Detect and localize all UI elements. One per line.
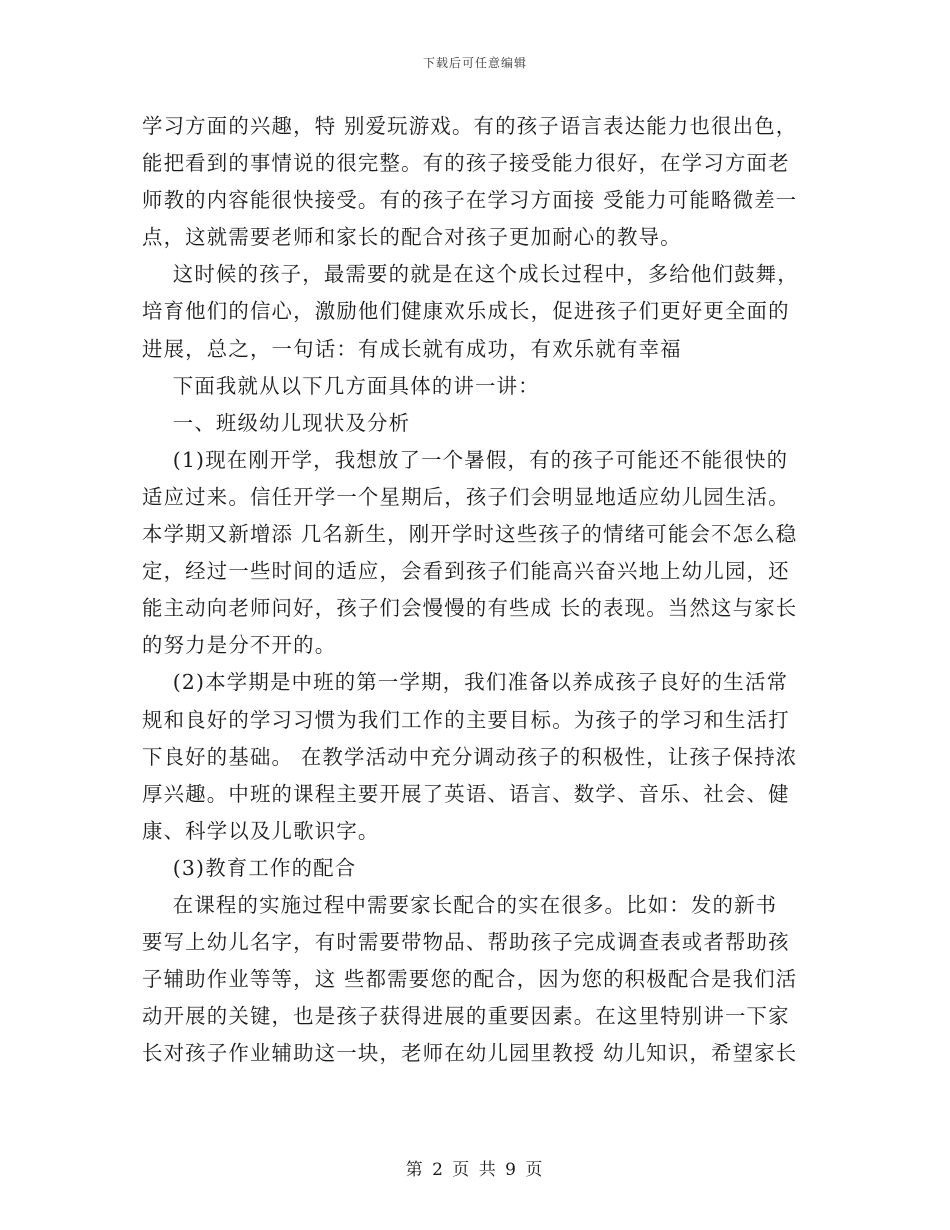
document-body (142, 108, 812, 1072)
text-line: 的努力是分不开的。 (142, 633, 337, 658)
page-number: 第 2 页 共 9 页 (405, 1160, 545, 1180)
text-line: 康、科学以及儿歌识字。 (142, 818, 380, 843)
text-line: 学习方面的兴趣，特 别爱玩游戏。有的孩子语言表达能力也很出色， (142, 114, 798, 138)
text-line: 下良好的基础。 在教学活动中充分调动孩子的积极性，让孩子保持浓 (142, 744, 798, 769)
text-line: 点，这就需要老师和家长的配合对孩子更加耐心的教导。 (142, 225, 682, 250)
text-line: 动开展的关键，也是孩子获得进展的重要因素。在这里特别讲一下家 (142, 1004, 790, 1029)
text-line: 适应过来。信任开学一个星期后，孩子们会明显地适应幼儿园生活。 (142, 484, 790, 509)
text-line: 培育他们的信心，激励他们健康欢乐成长，促进孩子们更好更全面的 (142, 299, 790, 324)
text-line: 下面我就从以下几方面具体的讲一讲： (142, 373, 540, 398)
text-line: (1)现在刚开学，我想放了一个暑假，有的孩子可能还不能很快的 (142, 447, 789, 472)
subsection-heading: (3)教育工作的配合 (142, 855, 357, 880)
text-line: 这时候的孩子，最需要的就是在这个成长过程中，多给他们鼓舞， (142, 262, 799, 287)
text-line: 能把看到的事情说的很完整。有的孩子接受能力很好，在学习方面老 (142, 151, 790, 176)
text-line: 本学期又新增添 几名新生，刚开学时这些孩子的情绪可能会不怎么稳 (142, 522, 798, 547)
text-line: 子辅助作业等等，这 些都需要您的配合，因为您的积极配合是我们活 (142, 967, 798, 992)
text-line: (2)本学期是中班的第一学期，我们准备以养成孩子良好的生活常 (142, 670, 789, 695)
text-line: 在课程的实施过程中需要家长配合的实在很多。比如：发的新书 (142, 892, 778, 917)
text-line: 厚兴趣。中班的课程主要开展了英语、语言、数学、音乐、社会、健 (142, 781, 790, 806)
text-line: 要写上幼儿名字，有时需要带物品、帮助孩子完成调查表或者帮助孩 (142, 930, 790, 955)
text-line: 规和良好的学习习惯为我们工作的主要目标。为孩子的学习和生活打 (142, 707, 790, 732)
text-line: 师教的内容能很快接受。有的孩子在学习方面接 受能力可能略微差一 (142, 188, 798, 213)
page-header-note: 下载后可任意编辑 (422, 56, 527, 70)
section-heading: 一、班级幼儿现状及分析 (142, 410, 411, 435)
text-line: 能主动向老师问好，孩子们会慢慢的有些成 长的表现。当然这与家长 (142, 596, 798, 621)
text-line: 长对孩子作业辅助这一块，老师在幼儿园里教授 幼儿知识，希望家长 (142, 1041, 798, 1066)
text-line: 进展，总之，一句话：有成长就有成功，有欢乐就有幸福 (142, 336, 682, 361)
text-line: 定，经过一些时间的适应，会看到孩子们能高兴奋兴地上幼儿园，还 (142, 559, 790, 584)
